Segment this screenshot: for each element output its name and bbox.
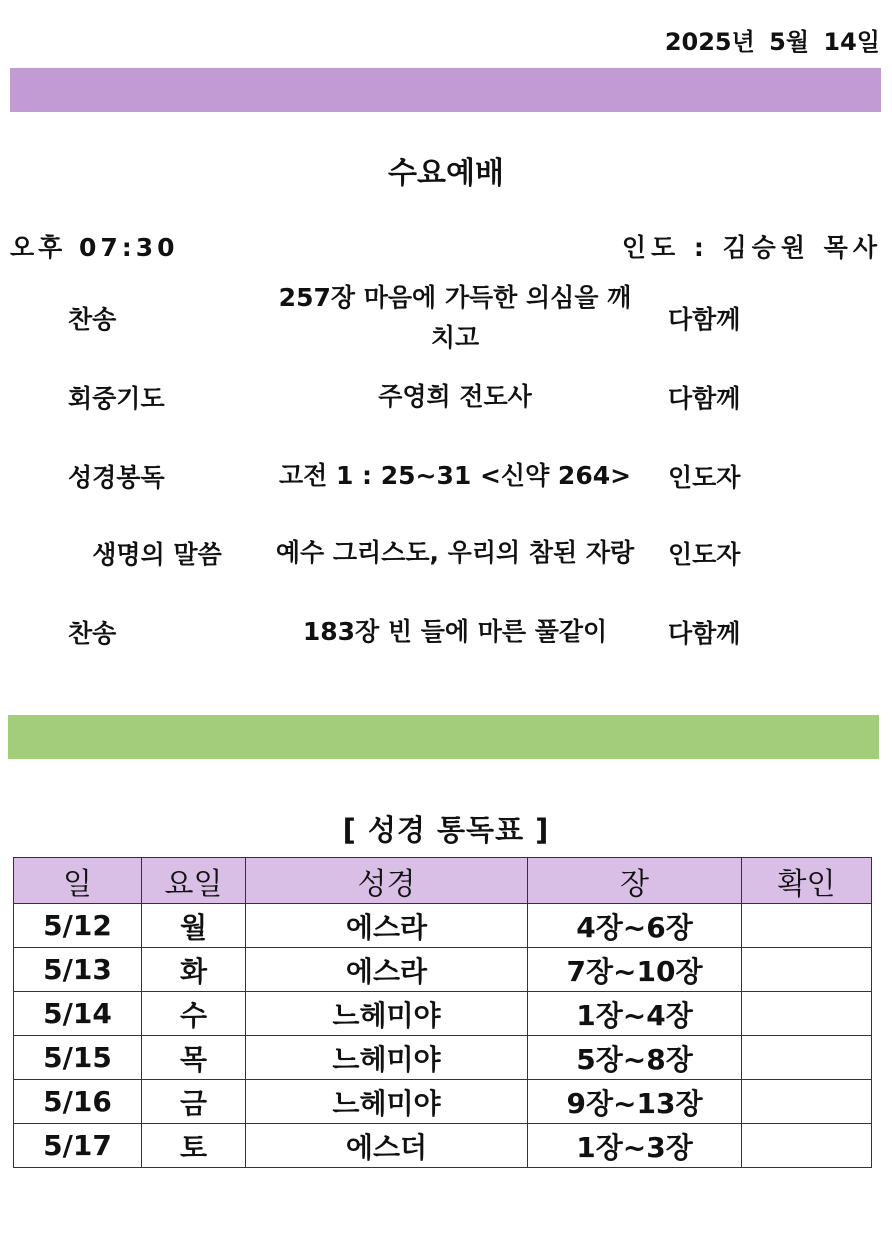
cell-chapters: 5장~8장 bbox=[528, 1036, 742, 1080]
order-content: 주영희 전도사 bbox=[378, 382, 532, 411]
order-content: 183장 빈 들에 마른 풀같이 bbox=[302, 617, 608, 646]
order-part-label: 찬송 bbox=[68, 619, 117, 648]
cell-check bbox=[742, 948, 872, 992]
column-header-chapters: 장 bbox=[528, 858, 742, 904]
table-row bbox=[14, 1124, 872, 1168]
order-content: 고전 1 : 25~31 <신약 264> bbox=[278, 461, 632, 490]
table-header-row bbox=[14, 858, 872, 904]
cell-chapters: 1장~3장 bbox=[528, 1124, 742, 1168]
cell-date: 5/12 bbox=[14, 904, 142, 948]
cell-day: 월 bbox=[142, 904, 246, 948]
cell-chapters: 9장~13장 bbox=[528, 1080, 742, 1124]
order-part-label: 성경봉독 bbox=[68, 463, 165, 492]
cell-check bbox=[742, 992, 872, 1036]
purple-divider-bar bbox=[10, 68, 881, 112]
cell-date: 5/13 bbox=[14, 948, 142, 992]
column-header-book: 성경 bbox=[246, 858, 528, 904]
order-part-label: 생명의 말씀 bbox=[92, 540, 222, 569]
order-row bbox=[0, 278, 892, 358]
order-row bbox=[0, 375, 892, 419]
cell-day: 금 bbox=[142, 1080, 246, 1124]
cell-date: 5/15 bbox=[14, 1036, 142, 1080]
table-row bbox=[14, 948, 872, 992]
cell-day: 화 bbox=[142, 948, 246, 992]
cell-day: 목 bbox=[142, 1036, 246, 1080]
table-row bbox=[14, 1080, 872, 1124]
order-participant: 다함께 bbox=[668, 305, 741, 334]
cell-chapters: 4장~6장 bbox=[528, 904, 742, 948]
reading-plan-title: [ 성경 통독표 ] bbox=[342, 813, 550, 847]
cell-book: 에스더 bbox=[246, 1124, 528, 1168]
cell-check bbox=[742, 904, 872, 948]
cell-day: 수 bbox=[142, 992, 246, 1036]
cell-book: 에스라 bbox=[246, 904, 528, 948]
order-row bbox=[0, 610, 892, 654]
table-row bbox=[14, 1036, 872, 1080]
order-part-label: 찬송 bbox=[68, 305, 117, 334]
order-row bbox=[0, 454, 892, 498]
cell-check bbox=[742, 1124, 872, 1168]
cell-check bbox=[742, 1080, 872, 1124]
service-title: 수요예배 bbox=[388, 156, 504, 191]
cell-book: 느헤미야 bbox=[246, 992, 528, 1036]
order-participant: 다함께 bbox=[668, 384, 741, 413]
cell-date: 5/14 bbox=[14, 992, 142, 1036]
reading-plan-table bbox=[13, 857, 872, 1168]
order-content: 예수 그리스도, 우리의 참된 자랑 bbox=[275, 538, 635, 567]
order-part-label: 회중기도 bbox=[68, 384, 165, 413]
column-header-date: 일 bbox=[14, 858, 142, 904]
service-leader: 인도 : 김승원 목사 bbox=[621, 233, 882, 262]
order-participant: 인도자 bbox=[668, 463, 741, 492]
green-divider-bar bbox=[8, 715, 879, 759]
bulletin-date: 2025년 5월 14일 bbox=[664, 28, 880, 56]
order-row bbox=[0, 513, 892, 593]
cell-book: 느헤미야 bbox=[246, 1080, 528, 1124]
table-row bbox=[14, 992, 872, 1036]
column-header-check: 확인 bbox=[742, 858, 872, 904]
order-participant: 다함께 bbox=[668, 619, 741, 648]
cell-chapters: 7장~10장 bbox=[528, 948, 742, 992]
cell-date: 5/16 bbox=[14, 1080, 142, 1124]
column-header-day: 요일 bbox=[142, 858, 246, 904]
service-time: 오후 07:30 bbox=[10, 233, 179, 262]
cell-book: 느헤미야 bbox=[246, 1036, 528, 1080]
cell-date: 5/17 bbox=[14, 1124, 142, 1168]
cell-day: 토 bbox=[142, 1124, 246, 1168]
order-content: 257장 마음에 가득한 의심을 깨치고 bbox=[278, 283, 632, 352]
order-participant: 인도자 bbox=[668, 540, 741, 569]
cell-chapters: 1장~4장 bbox=[528, 992, 742, 1036]
cell-book: 에스라 bbox=[246, 948, 528, 992]
table-row bbox=[14, 904, 872, 948]
cell-check bbox=[742, 1036, 872, 1080]
